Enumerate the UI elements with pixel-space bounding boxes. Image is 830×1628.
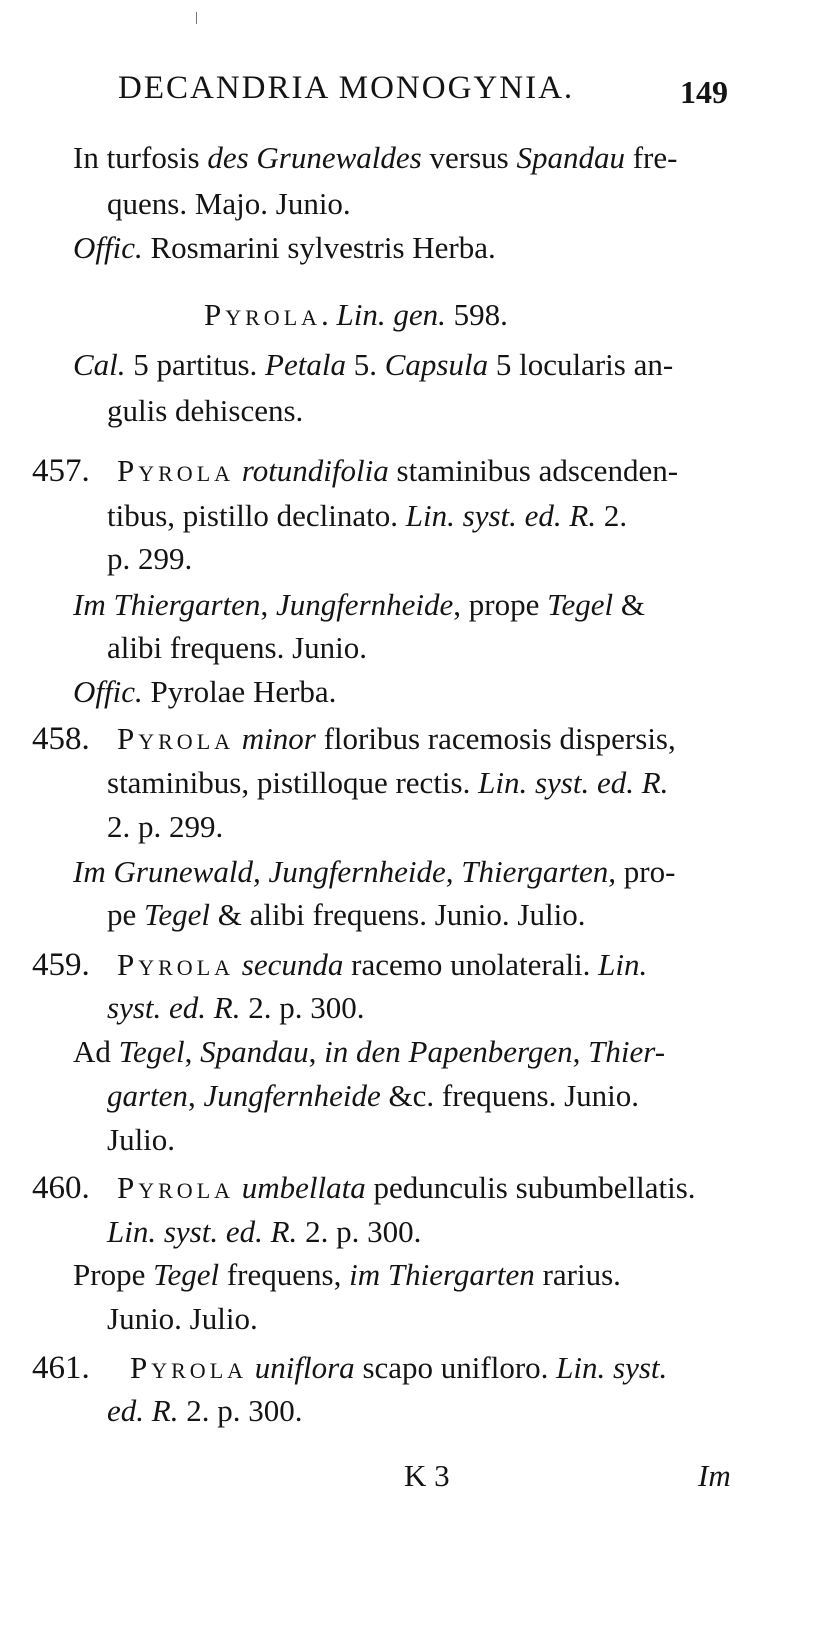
entry-461-line-2: ed. R. 2. p. 300. <box>107 1393 303 1428</box>
entry-459-line-5: Julio. <box>107 1122 176 1157</box>
intro-line-1: In turfosis des Grunewaldes versus Spandau fre- <box>73 140 678 175</box>
entry-457-line-4: Im Thiergarten, Jungfernheide, prope Tegel & <box>73 587 646 622</box>
entry-461-line-1: Pyrola uniflora scapo unifloro. Lin. syst. <box>130 1350 668 1385</box>
running-head-title: DECANDRIA MONOGYNIA. <box>118 70 575 106</box>
intro-line-2: quens. Majo. Junio. <box>107 186 351 221</box>
entry-458-line-3: 2. p. 299. <box>107 809 224 844</box>
entry-459-line-3: Ad Tegel, Spandau, in den Papenbergen, Thier- <box>73 1034 666 1069</box>
entry-number: 457. <box>32 453 90 489</box>
entry-457-line-1: Pyrola rotundifolia staminibus adscenden- <box>117 453 679 488</box>
entry-458-line-5: pe Tegel & alibi frequens. Junio. Julio. <box>107 897 586 932</box>
entry-458-line-4: Im Grunewald, Jungfernheide, Thiergarten, pro- <box>73 854 676 889</box>
entry-457-line-5: alibi frequens. Junio. <box>107 630 368 665</box>
signature-mark: K 3 <box>404 1458 450 1493</box>
genus-description-1: Cal. 5 partitus. Petala 5. Capsula 5 locularis an- <box>73 347 674 382</box>
entry-457-line-2: tibus, pistillo declinato. Lin. syst. ed. R. 2. <box>107 498 628 533</box>
entry-number: 458. <box>32 721 90 757</box>
entry-number: 459. <box>32 947 90 983</box>
catchword: Im <box>698 1458 731 1493</box>
entry-457-line-3: p. 299. <box>107 541 193 576</box>
page-number: 149 <box>680 74 728 110</box>
entry-458-line-1: Pyrola minor floribus racemosis dispersis, <box>117 721 676 756</box>
entry-457-line-6: Offic. Pyrolae Herba. <box>73 674 337 709</box>
entry-459-line-1: Pyrola secunda racemo unolaterali. Lin. <box>117 947 648 982</box>
entry-459-line-2: syst. ed. R. 2. p. 300. <box>107 990 365 1025</box>
entry-460-line-2: Lin. syst. ed. R. 2. p. 300. <box>107 1214 422 1249</box>
entry-458-line-2: staminibus, pistilloque rectis. Lin. syst. ed. R. <box>107 765 669 800</box>
entry-460-line-4: Junio. Julio. <box>107 1301 258 1336</box>
entry-number: 461. <box>32 1350 90 1386</box>
entry-number: 460. <box>32 1170 90 1206</box>
entry-459-line-4: garten, Jungfernheide &c. frequens. Junio. <box>107 1078 640 1113</box>
entry-460-line-1: Pyrola umbellata pedunculis subumbellatis. <box>117 1170 696 1205</box>
running-head <box>118 66 574 110</box>
stray-mark <box>196 12 197 24</box>
genus-description-2: gulis dehiscens. <box>107 393 304 428</box>
intro-line-3: Offic. Rosmarini sylvestris Herba. <box>73 230 496 265</box>
entry-460-line-3: Prope Tegel frequens, im Thiergarten rarius. <box>73 1257 621 1292</box>
genus-heading: Pyrola. Lin. gen. 598. <box>204 297 508 332</box>
